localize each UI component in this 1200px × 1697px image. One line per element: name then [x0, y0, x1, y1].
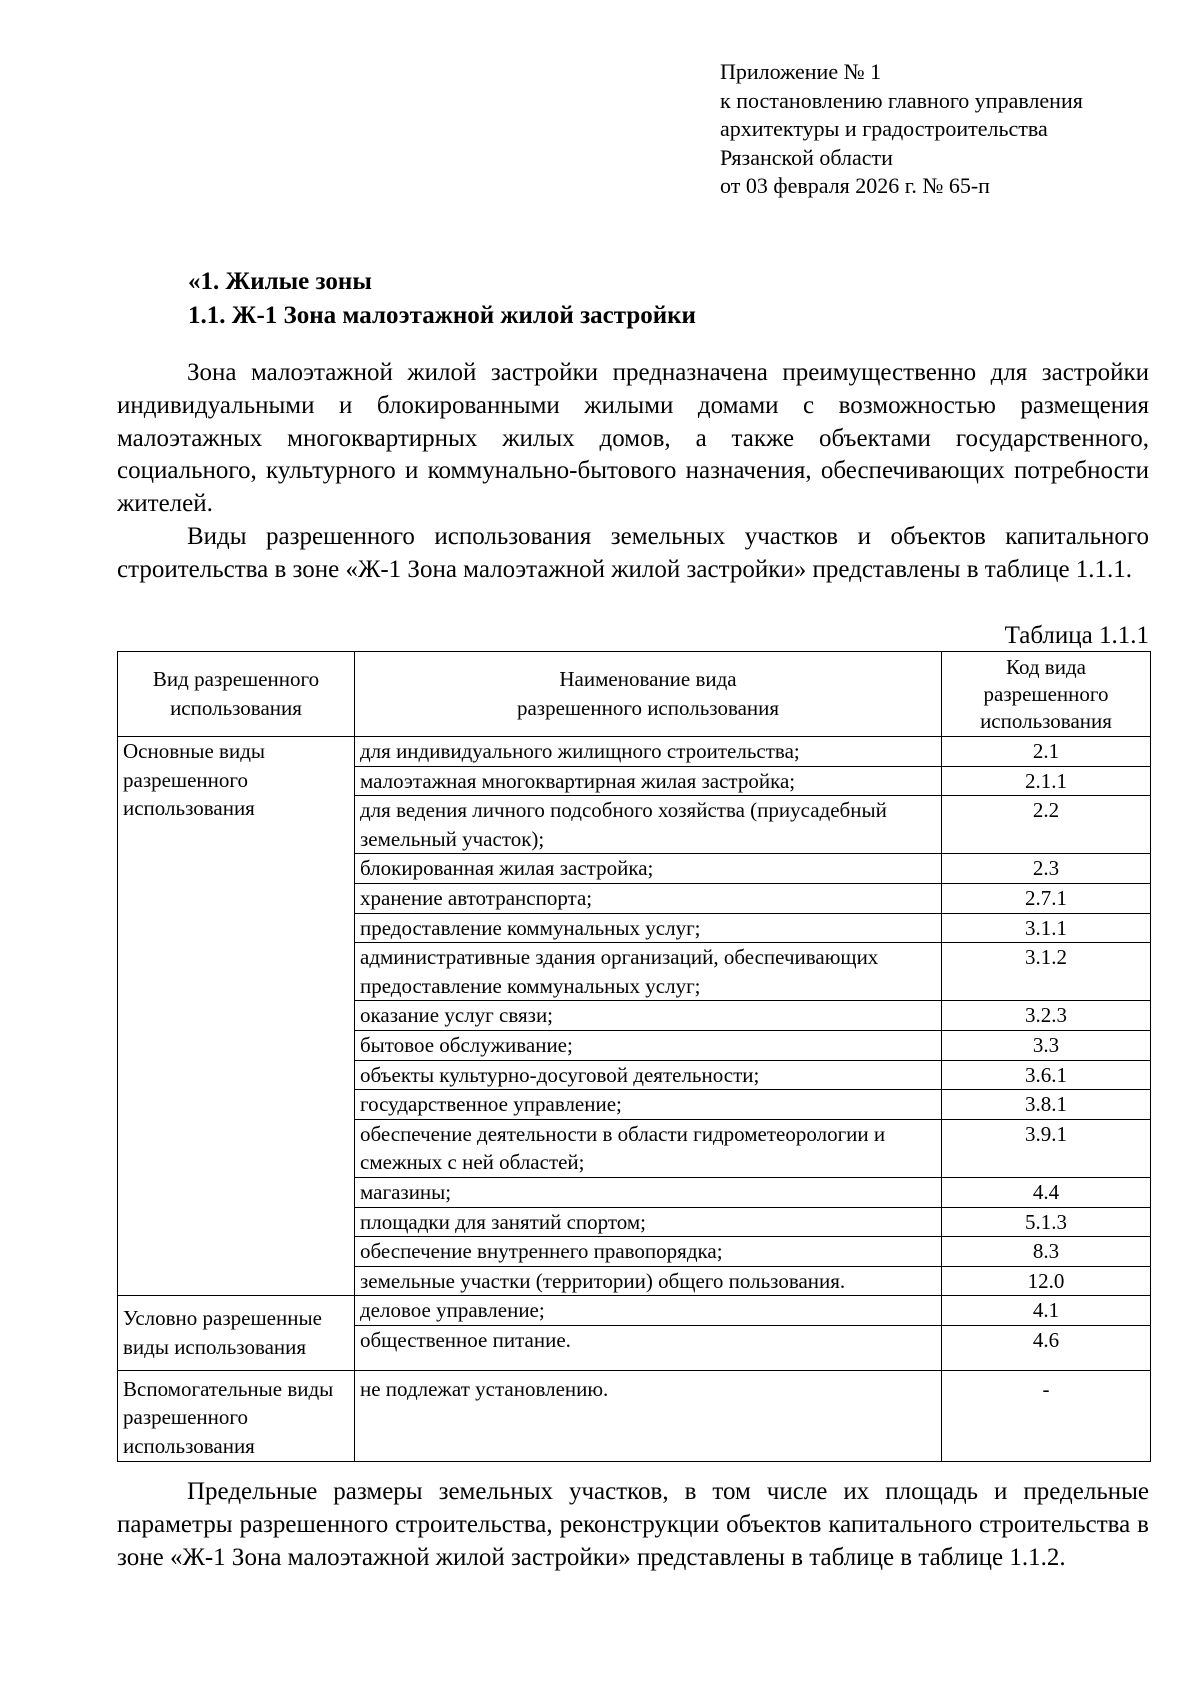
- annex-line: к постановлению главного управления: [720, 87, 1083, 113]
- use-code: 4.4: [942, 1177, 1151, 1207]
- use-name: площадки для занятий спортом;: [355, 1207, 942, 1237]
- use-name: земельные участки (территории) общего пользования.: [355, 1266, 942, 1296]
- subsection-heading: 1.1. Ж-1 Зона малоэтажной жилой застройки: [188, 302, 696, 329]
- paragraph-zone-purpose: Зона малоэтажной жилой застройки предназначена преимущественно для застройки индивидуальными и блокированными жилыми домами с возможностью размещения малоэтажных многоквартирных жилых домов, а также объектами государственного, социального, культурного и коммунально-бытового назначения, обеспечивающих потребности жителей.: [117, 359, 1149, 518]
- table-header-row: [118, 652, 1151, 737]
- table-row: [118, 737, 1151, 767]
- group-auxiliary-uses: Вспомогательные виды разрешенного использования: [118, 1370, 355, 1461]
- limits-text: [117, 1476, 1149, 1574]
- use-code: 3.9.1: [942, 1119, 1151, 1177]
- table-row: [118, 1370, 1151, 1461]
- use-code: 3.3: [942, 1030, 1151, 1060]
- annex-line: от 03 февраля 2026 г. № 65-п: [720, 173, 990, 198]
- group-conditional-uses: Условно разрешенные виды использования: [118, 1296, 355, 1371]
- header-text: разрешенного использования: [516, 696, 780, 720]
- use-code: 2.1: [942, 737, 1151, 767]
- use-name: обеспечение внутреннего правопорядка;: [355, 1237, 942, 1267]
- use-code: 4.6: [942, 1325, 1151, 1370]
- header-text: использования: [170, 696, 302, 720]
- use-name: не подлежат установлению.: [355, 1370, 942, 1461]
- group-main-uses: Основные виды разрешенного использования: [118, 737, 355, 1296]
- section-heading: «1. Жилые зоны: [188, 268, 372, 295]
- use-name: для ведения личного подсобного хозяйства (приусадебный земельный участок);: [355, 796, 942, 854]
- annex-header: [720, 58, 1160, 201]
- use-name: бытовое обслуживание;: [355, 1030, 942, 1060]
- use-name: общественное питание.: [355, 1325, 942, 1370]
- annex-line: Приложение № 1: [720, 59, 882, 84]
- use-name: деловое управление;: [355, 1296, 942, 1326]
- use-name: для индивидуального жилищного строительства;: [355, 737, 942, 767]
- use-code: 3.1.2: [942, 943, 1151, 1001]
- header-text: Вид разрешенного: [152, 667, 320, 692]
- use-code: 3.1.1: [942, 913, 1151, 943]
- header-use-code: [942, 652, 1151, 737]
- use-name: оказание услуг связи;: [355, 1001, 942, 1031]
- use-name: хранение автотранспорта;: [355, 883, 942, 913]
- use-name: малоэтажная многоквартирная жилая застройка;: [355, 766, 942, 796]
- table-row: [118, 1296, 1151, 1326]
- use-code: 2.1.1: [942, 766, 1151, 796]
- paragraph-table-reference: Виды разрешенного использования земельных участков и объектов капитального строительства в зоне «Ж-1 Зона малоэтажной жилой застройки» представлены в таблице 1.1.1.: [117, 522, 1149, 583]
- paragraph-limits-reference: Предельные размеры земельных участков, в том числе их площадь и предельные параметры разрешенного строительства, реконструкции объектов капитального строительства в зоне «Ж-1 Зона малоэтажной жилой застройки» представлены в таблице в таблице 1.1.2.: [117, 1478, 1149, 1571]
- header-text: разрешенного: [983, 681, 1109, 706]
- use-name: объекты культурно-досуговой деятельности;: [355, 1060, 942, 1090]
- use-code: 8.3: [942, 1237, 1151, 1267]
- use-code: 2.2: [942, 796, 1151, 854]
- land-use-table: [117, 651, 1151, 1462]
- annex-line: архитектуры и градостроительства: [720, 116, 1048, 141]
- header-use-type: [118, 652, 355, 737]
- use-code: 4.1: [942, 1296, 1151, 1326]
- use-code: 2.7.1: [942, 883, 1151, 913]
- intro-text: [117, 357, 1149, 587]
- use-code: 2.3: [942, 854, 1151, 884]
- use-name: магазины;: [355, 1177, 942, 1207]
- use-code: 3.2.3: [942, 1001, 1151, 1031]
- use-code: 12.0: [942, 1266, 1151, 1296]
- use-code: 3.6.1: [942, 1060, 1151, 1090]
- use-name: предоставление коммунальных услуг;: [355, 913, 942, 943]
- use-name: блокированная жилая застройка;: [355, 854, 942, 884]
- table-caption: Таблица 1.1.1: [1004, 622, 1149, 649]
- use-name: обеспечение деятельности в области гидрометеорологии и смежных с ней областей;: [355, 1119, 942, 1177]
- use-name: государственное управление;: [355, 1090, 942, 1120]
- use-code: -: [942, 1370, 1151, 1461]
- header-text: использования: [980, 708, 1112, 733]
- use-name: административные здания организаций, обеспечивающих предоставление коммунальных услуг;: [355, 943, 942, 1001]
- header-use-name: [355, 652, 942, 737]
- header-text: Наименование вида: [559, 667, 737, 692]
- annex-line: Рязанской области: [720, 144, 893, 170]
- use-code: 3.8.1: [942, 1090, 1151, 1120]
- use-code: 5.1.3: [942, 1207, 1151, 1237]
- header-text: Код вида: [1006, 654, 1086, 679]
